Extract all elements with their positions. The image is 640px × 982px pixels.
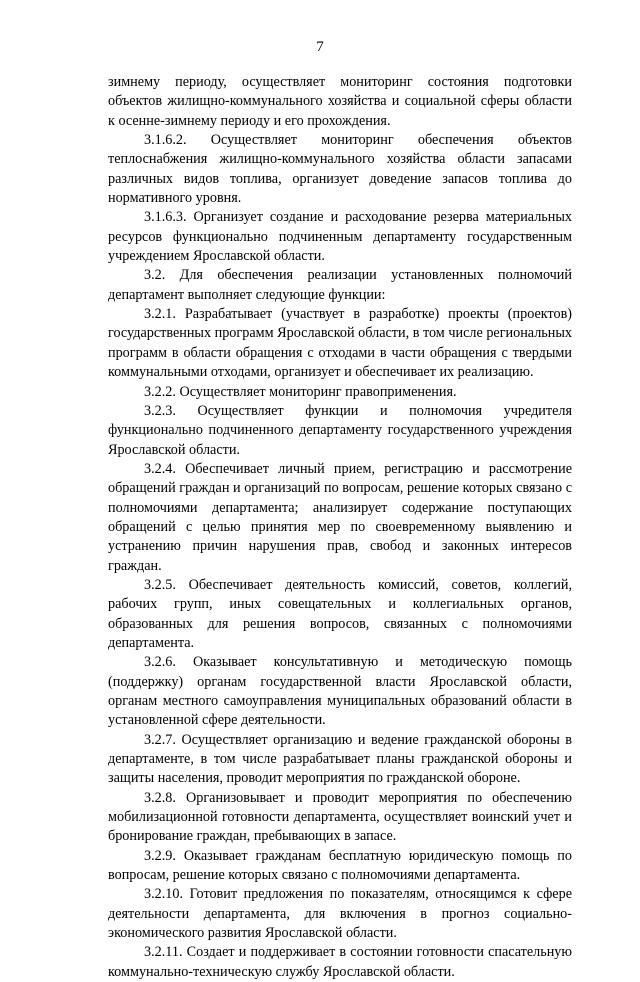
paragraph-3-2-9: 3.2.9. Оказывает гражданам бесплатную юридическую помощь по вопросам, решение которых связано с полномочиями департамента. xyxy=(108,847,572,884)
paragraph-3-2-6: 3.2.6. Оказывает консультативную и методическую помощь (поддержку) органам государственной власти Ярославской области, органам местного самоуправления муниципальных образований области в установленной сфере деятельности. xyxy=(108,654,572,729)
paragraph-3-2-11: 3.2.11. Создает и поддерживает в состоянии готовности спасательную коммунально-техническую службу Ярославской области. xyxy=(108,944,572,980)
paragraph-3-1-6-2: 3.1.6.2. Осуществляет мониторинг обеспечения объектов теплоснабжения жилищно-коммунального хозяйства области запасами различных видов топлива, организует доведение запасов топлива до нормативного уровня. xyxy=(108,132,572,207)
paragraph-3-2-3: 3.2.3. Осуществляет функции и полномочия учредителя функционально подчиненного департаменту государственного учреждения Ярославской области. xyxy=(108,402,572,458)
paragraph-3-2-1: 3.2.1. Разрабатывает (участвует в разработке) проекты (проектов) государственных программ Ярославской области, в том числе региональных программ в области обращения с отходами в части обращения с твердыми коммунальными отходами, организует и обеспечивает их реализацию. xyxy=(108,306,572,381)
paragraph-3-2-8: 3.2.8. Организовывает и проводит мероприятия по обеспечению мобилизационной готовности департамента, осуществляет воинский учет и бронирование граждан, пребывающих в запасе. xyxy=(108,789,572,845)
paragraph-3-2-7: 3.2.7. Осуществляет организацию и ведение гражданской обороны в департаменте, в том числе разрабатывает планы гражданской обороны и защиты населения, проводит мероприятия по гражданской обороне. xyxy=(108,731,572,787)
paragraph-3-2-4: 3.2.4. Обеспечивает личный прием, регистрацию и рассмотрение обращений граждан и организаций по вопросам, решение которых связано с полномочиями департамента; анализирует содержание поступающих обращений с целью принятия мер по своевременному выявлению и устранению причин нарушения прав, свобод и законных интересов граждан. xyxy=(108,460,572,574)
paragraph-3-2: 3.2. Для обеспечения реализации установленных полномочий департамент выполняет следующие функции: xyxy=(108,267,572,303)
document-body xyxy=(108,73,572,982)
paragraph-3-2-5: 3.2.5. Обеспечивает деятельность комиссий, советов, коллегий, рабочих групп, иных совещательных и коллегиальных органов, образованных для решения вопросов, связанных с полномочиями департамента. xyxy=(108,576,572,651)
paragraph-3-1-6-3: 3.1.6.3. Организует создание и расходование резерва материальных ресурсов функционально подчиненным департаменту государственным учреждением Ярославской области. xyxy=(108,209,572,265)
paragraph-3-2-10: 3.2.10. Готовит предложения по показателям, относящимся к сфере деятельности департамента, для включения в прогноз социально-экономического развития Ярославской области. xyxy=(108,886,572,942)
paragraph-3-2-2: 3.2.2. Осуществляет мониторинг правоприменения. xyxy=(144,383,457,400)
page-number: 7 xyxy=(316,39,324,55)
paragraph-continuation: зимнему периоду, осуществляет мониторинг состояния подготовки объектов жилищно-коммунального хозяйства и социальной сферы области к осенне-зимнему периоду и его прохождения. xyxy=(108,74,572,129)
